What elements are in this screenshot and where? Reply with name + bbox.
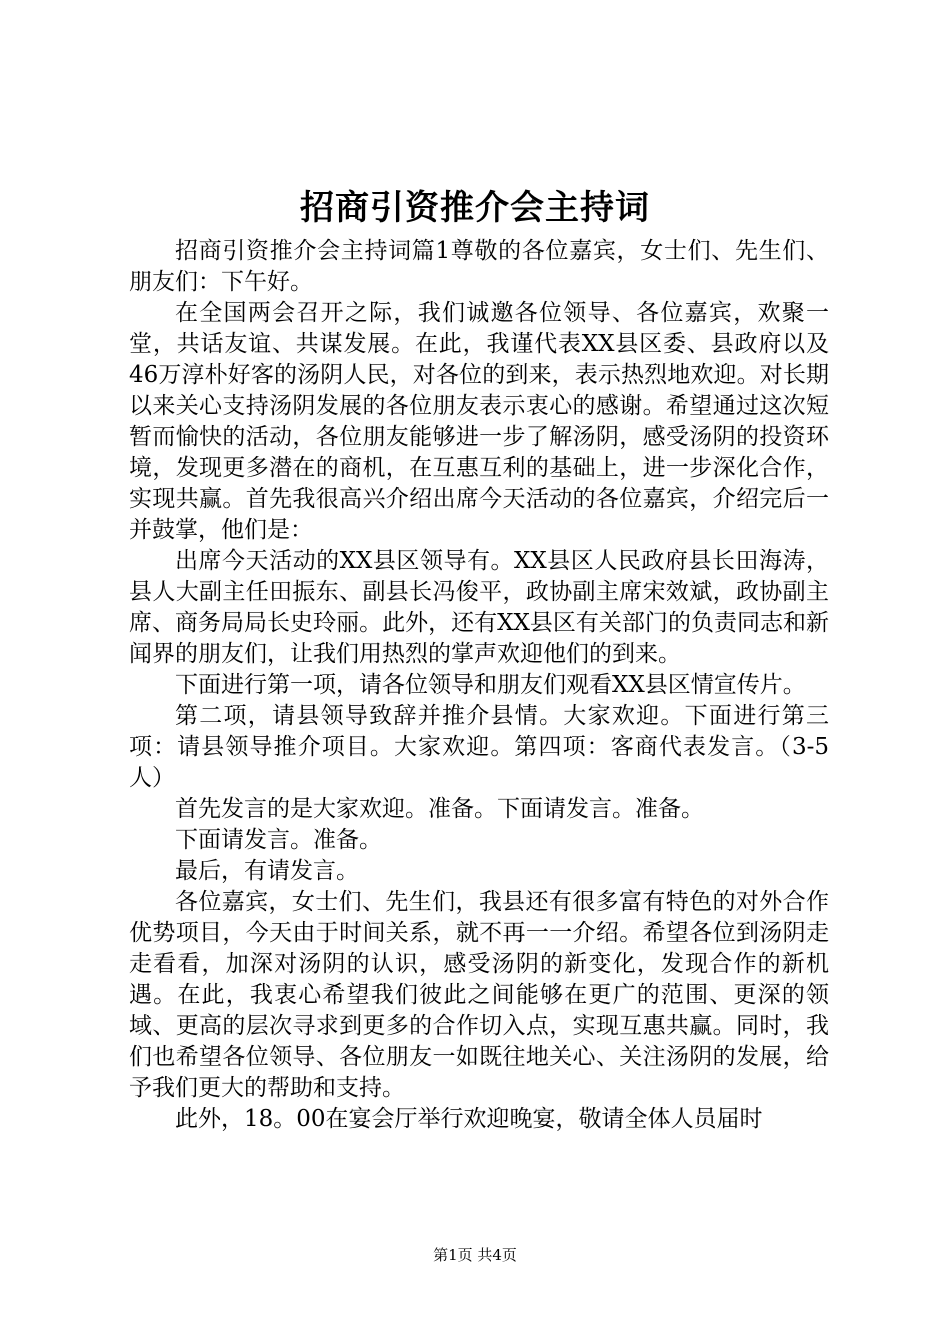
page-footer: 第1页 共4页: [433, 1246, 517, 1264]
document-title: 招商引资推介会主持词: [300, 188, 650, 228]
paragraph: 第二项，请县领导致辞并推介县情。大家欢迎。下面进行第三项：请县领导推介项目。大家欢迎。第四项：客商代表发言。（3-5人）: [129, 703, 829, 791]
paragraph: 最后，有请发言。: [175, 858, 359, 884]
paragraph: 出席今天活动的XX县区领导有。XX县区人民政府县长田海涛，县人大副主任田振东、副县长冯俊平，政协副主席宋效斌，政协副主席、商务局局长史玲丽。此外，还有XX县区有关部门的负责同志和新闻界的朋友们，让我们用热烈的掌声欢迎他们的到来。: [129, 548, 829, 667]
paragraph: 各位嘉宾，女士们、先生们，我县还有很多富有特色的对外合作优势项目，今天由于时间关系，就不再一一介绍。希望各位到汤阴走走看看，加深对汤阴的认识，感受汤阴的新变化，发现合作的新机遇。在此，我衷心希望我们彼此之间能够在更广的范围、更深的领域、更高的层次寻求到更多的合作切入点，实现互惠共赢。同时，我们也希望各位领导、各位朋友一如既往地关心、关注汤阴的发展，给予我们更大的帮助和支持。: [129, 889, 829, 1101]
paragraph: 招商引资推介会主持词篇1尊敬的各位嘉宾，女士们、先生们、朋友们：下午好。: [129, 238, 829, 295]
paragraph: 下面进行第一项，请各位领导和朋友们观看XX县区情宣传片。: [175, 672, 806, 698]
document-body: [129, 236, 829, 1135]
paragraph: 在全国两会召开之际，我们诚邀各位领导、各位嘉宾，欢聚一堂，共话友谊、共谋发展。在此，我谨代表XX县区委、县政府以及46万淳朴好客的汤阴人民，对各位的到来，表示热烈地欢迎。对长期以来关心支持汤阴发展的各位朋友表示衷心的感谢。希望通过这次短暂而愉快的活动，各位朋友能够进一步了解汤阴，感受汤阴的投资环境，发现更多潜在的商机，在互惠互利的基础上，进一步深化合作，实现共赢。首先我很高兴介绍出席今天活动的各位嘉宾，介绍完后一并鼓掌，他们是：: [129, 300, 829, 543]
paragraph: 下面请发言。准备。: [175, 827, 382, 853]
paragraph: 首先发言的是大家欢迎。准备。下面请发言。准备。: [175, 796, 704, 822]
paragraph: 此外，18。00在宴会厅举行欢迎晚宴，敬请全体人员届时: [175, 1106, 763, 1132]
